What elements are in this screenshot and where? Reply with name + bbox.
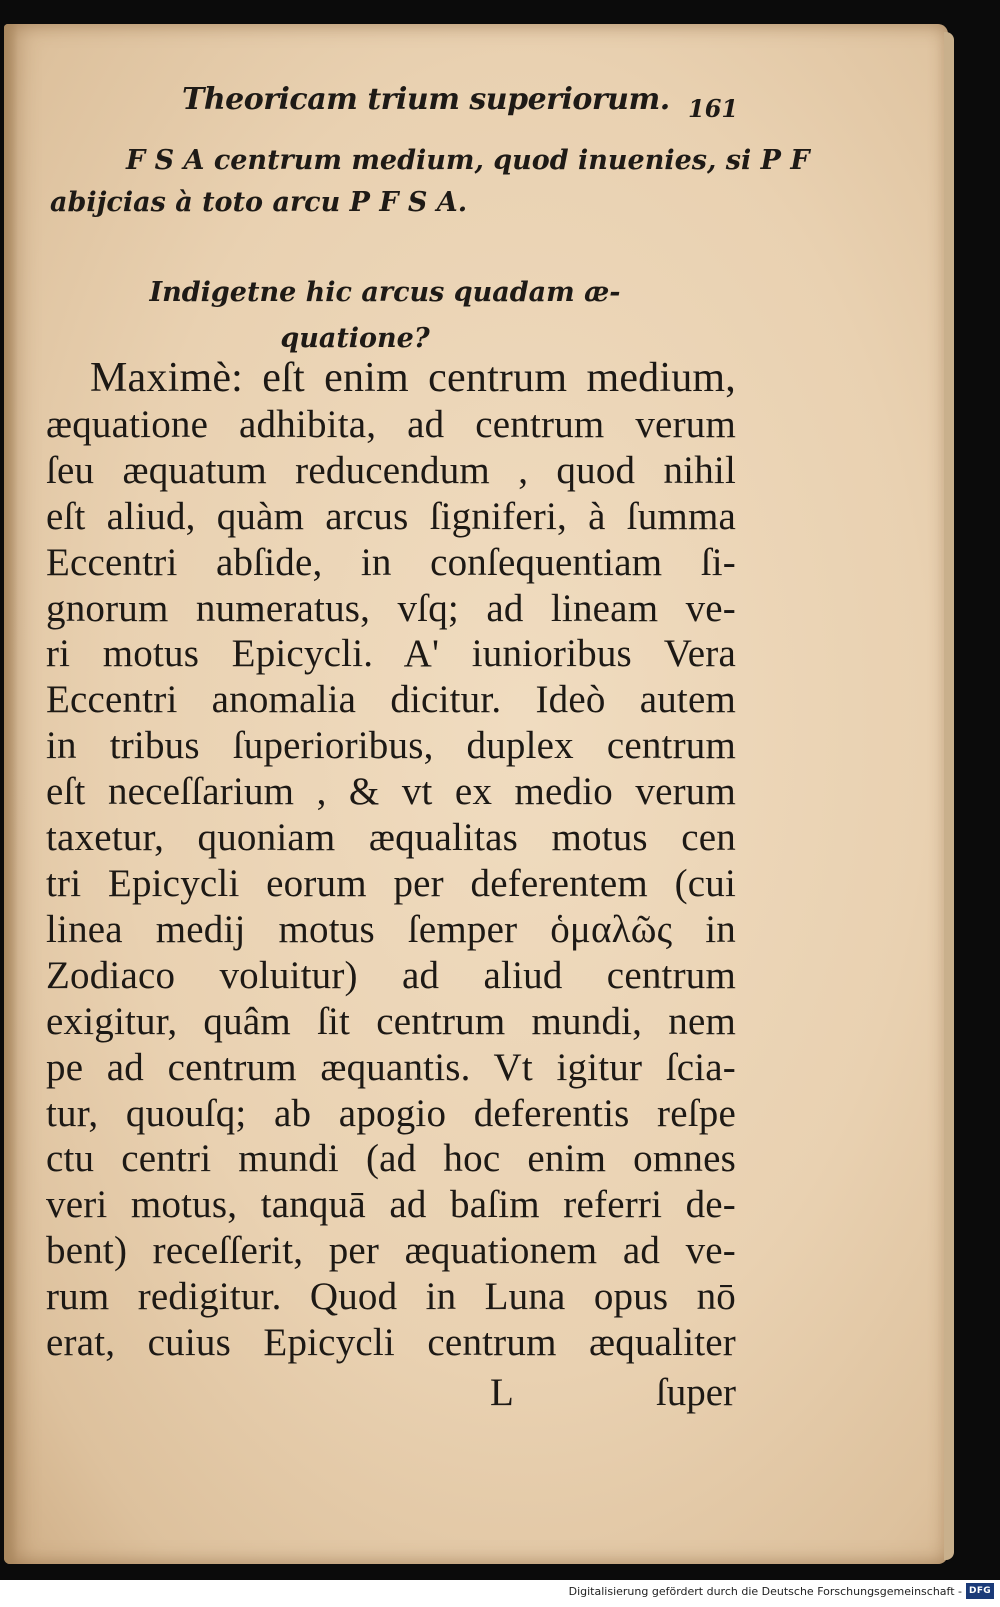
- body-line: Eccentri anomalia dicitur. Ideò autem: [46, 678, 736, 722]
- body-line: ctu centri mundi (ad hoc enim omnes: [46, 1137, 736, 1181]
- question-line: quatione?: [280, 323, 430, 354]
- signature-mark: L: [490, 1371, 514, 1414]
- lead-line: abijcias à toto arcu P F S A.: [50, 187, 468, 218]
- body-paragraph: [46, 356, 736, 1366]
- body-line: bent) receſſerit, per æquationem ad ve-: [46, 1229, 736, 1273]
- page-gutter-shadow: [4, 24, 18, 1564]
- question-line: Indigetne hic arcus quadam æ-: [149, 277, 621, 308]
- body-line: linea medij motus ſemper ὁμαλῶς in: [46, 907, 736, 951]
- running-head: Theoricam trium superiorum.: [182, 82, 670, 117]
- body-line: eſt neceſſarium , & vt ex medio verum: [46, 770, 736, 814]
- body-line: eſt aliud, quàm arcus ſigniferi, à ſumma: [46, 494, 736, 538]
- catchline: [46, 1370, 736, 1416]
- body-line: erat, cuius Epicycli centrum æqualiter: [46, 1321, 736, 1365]
- body-line: taxetur, quoniam æqualitas motus cen: [46, 816, 736, 860]
- question-heading: [50, 270, 730, 362]
- body-line: Zodiaco voluitur) ad aliud centrum: [46, 953, 736, 997]
- body-line: æquatione adhibita, ad centrum verum: [46, 402, 736, 446]
- page-number: 161: [688, 94, 739, 123]
- body-line: Eccentri abſide, in conſequentiam ſi-: [46, 540, 736, 584]
- body-line: rum redigitur. Quod in Luna opus nō: [46, 1275, 736, 1319]
- body-line: exigitur, quâm ſit centrum mundi, nem: [46, 999, 736, 1043]
- body-line: gnorum numeratus, vſq; ad lineam ve-: [46, 586, 736, 630]
- catchword: ſuper: [655, 1371, 736, 1414]
- lead-paragraph: [50, 140, 810, 224]
- body-line: pe ad centrum æquantis. Vt igitur ſcia-: [46, 1045, 736, 1089]
- body-line: ri motus Epicycli. A' iunioribus Vera: [46, 632, 736, 676]
- lead-line: F S A centrum medium, quod inuenies, si P F: [126, 145, 810, 176]
- body-line: ſeu æquatum reducendum , quod nihil: [46, 448, 736, 492]
- body-line: Maximè: eſt enim centrum medium,: [90, 355, 736, 401]
- body-line: tri Epicycli eorum per deferentem (cui: [46, 861, 736, 905]
- body-line: veri motus, tanquā ad baſim referri de-: [46, 1183, 736, 1227]
- dfg-logo: DFG: [966, 1583, 994, 1599]
- funding-credit: Digitalisierung gefördert durch die Deutsche Forschungsgemeinschaft -: [568, 1585, 962, 1598]
- body-line: tur, quouſq; ab apogio deferentis reſpe: [46, 1091, 736, 1135]
- body-line: in tribus ſuperioribus, duplex centrum: [46, 724, 736, 768]
